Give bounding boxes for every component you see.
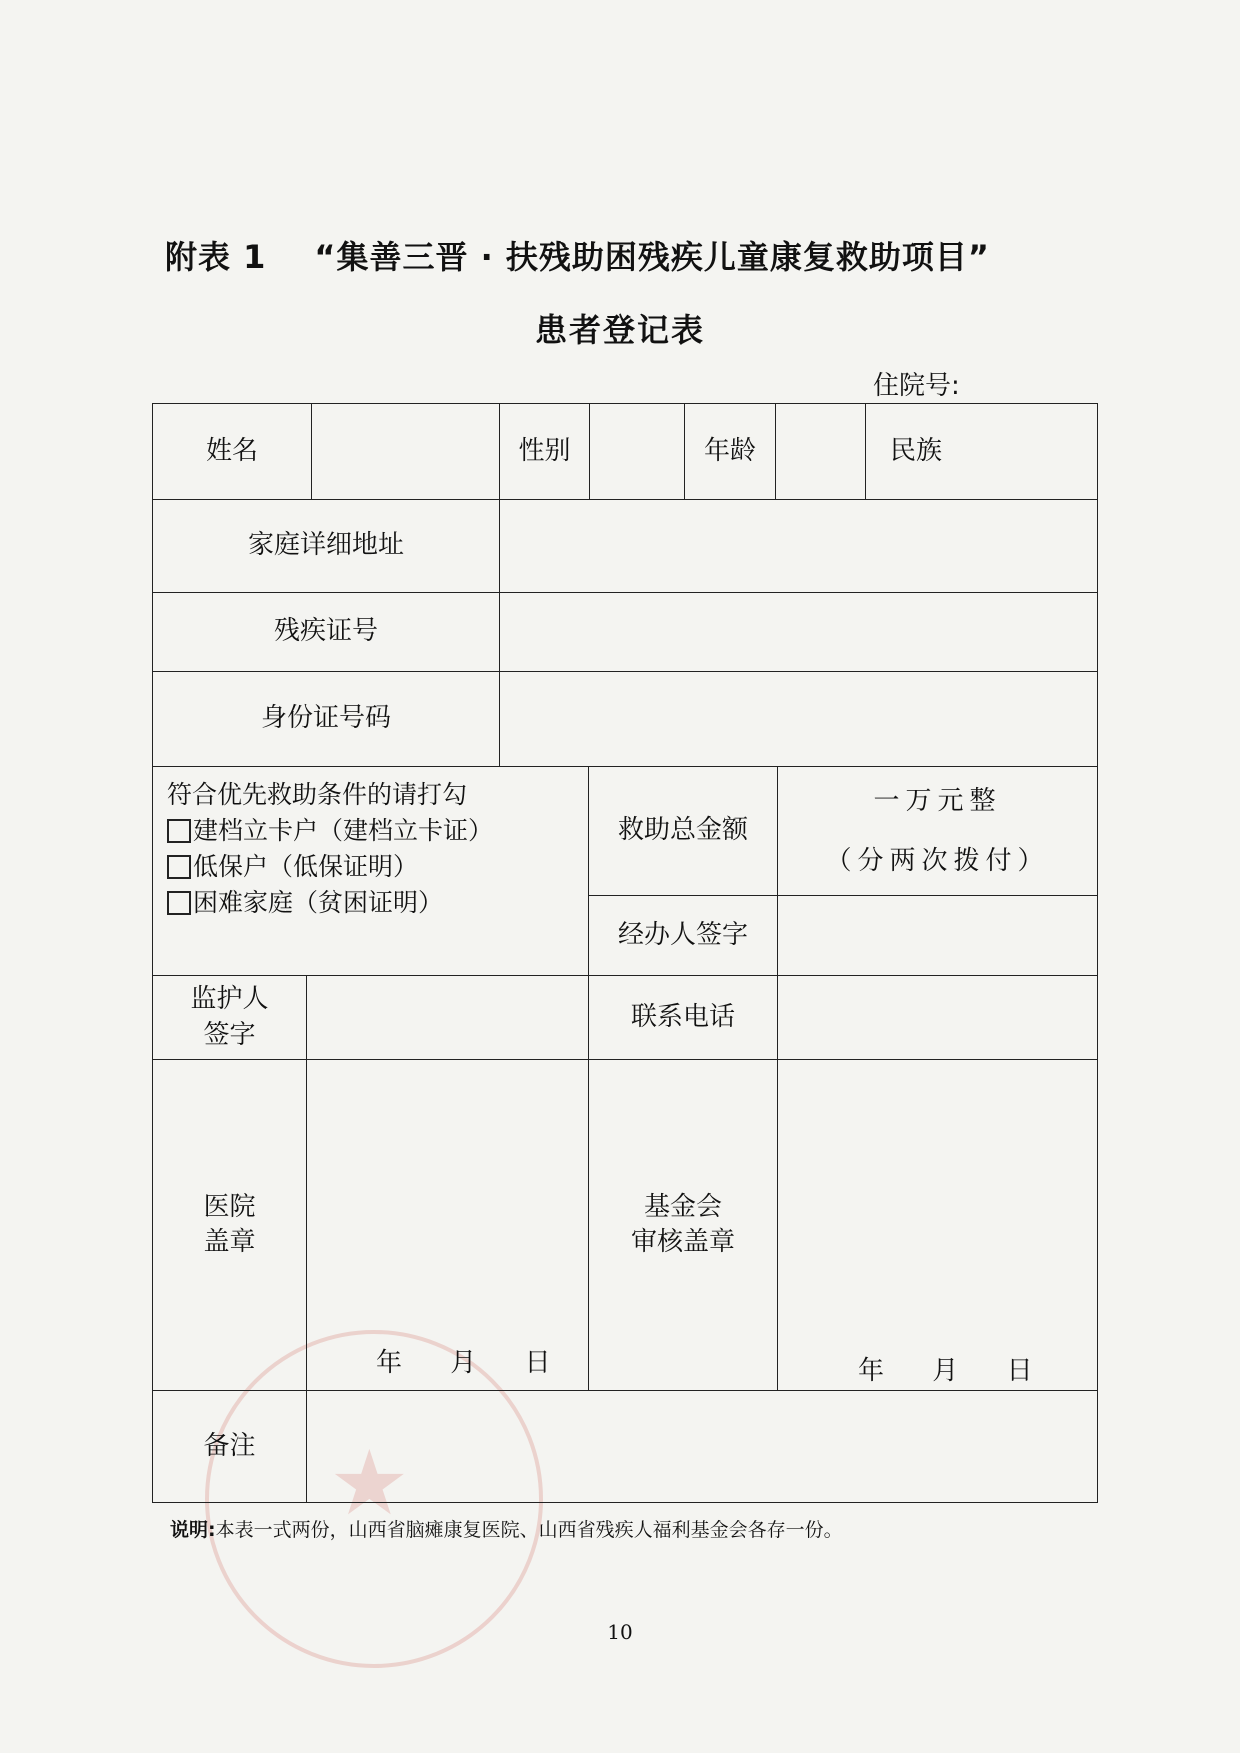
- remarks-input-cell[interactable]: [306, 1390, 1098, 1503]
- gender-label: 性别: [518, 435, 571, 466]
- date-year: 年: [858, 1356, 885, 1386]
- id-number-input-cell[interactable]: [499, 671, 1098, 767]
- priority-conditions-cell: [152, 766, 589, 976]
- priority-heading: 符合优先救助条件的请打勾: [167, 780, 468, 809]
- priority-option-filing-card[interactable]: [167, 813, 493, 849]
- total-amount-value-cell: [777, 766, 1098, 896]
- date-year: 年: [376, 1348, 403, 1378]
- handler-sign-label-cell: [588, 895, 778, 976]
- id-number-label: 身份证号码: [260, 703, 391, 734]
- date-day: 日: [1006, 1356, 1033, 1386]
- option-label: 建档立卡户（建档立卡证）: [193, 816, 494, 845]
- handler-sign-input-cell[interactable]: [777, 895, 1098, 976]
- admission-number-label: 住院号:: [873, 371, 960, 401]
- foundation-seal-area[interactable]: [777, 1059, 1098, 1391]
- option-label: 低保户（低保证明）: [193, 852, 419, 881]
- name-label-cell: [152, 403, 312, 500]
- phone-label: 联系电话: [630, 1001, 735, 1032]
- age-label-cell: [684, 403, 776, 500]
- id-number-label-cell: [152, 671, 500, 767]
- seal-star-icon: ★: [329, 1431, 410, 1536]
- guardian-sign-input-cell[interactable]: [306, 975, 589, 1060]
- total-amount-value: 一万元整: [873, 786, 1002, 816]
- address-label-cell: [152, 499, 500, 593]
- disability-id-input-cell[interactable]: [499, 592, 1098, 672]
- option-label: 困难家庭（贫困证明）: [193, 888, 444, 917]
- hospital-seal-date: [376, 1342, 551, 1379]
- guardian-label-line1: 监护人: [190, 984, 269, 1015]
- project-title: “集善三晋 · 扶残助困残疾儿童康复救助项目”: [314, 238, 990, 276]
- age-label: 年龄: [703, 435, 756, 466]
- age-input-cell[interactable]: [775, 403, 866, 500]
- form-subtitle: 患者登记表: [534, 311, 705, 349]
- remarks-label-cell: [152, 1390, 307, 1503]
- priority-option-low-income[interactable]: [167, 849, 493, 885]
- footnote-text: 本表一式两份，山西省脑瘫康复医院、山西省残疾人福利基金会各存一份。: [215, 1519, 843, 1541]
- hospital-seal-line2: 盖章: [203, 1227, 256, 1257]
- foundation-seal-date: [858, 1350, 1033, 1387]
- guardian-label-line2: 签字: [203, 1019, 256, 1050]
- foundation-seal-line2: 审核盖章: [630, 1227, 735, 1257]
- address-label: 家庭详细地址: [247, 530, 404, 561]
- document-title: [165, 232, 990, 278]
- date-month: 月: [932, 1356, 959, 1386]
- name-input-cell[interactable]: [311, 403, 500, 500]
- total-amount-label-cell: [588, 766, 778, 896]
- name-label: 姓名: [205, 435, 258, 466]
- gender-input-cell[interactable]: [589, 403, 685, 500]
- disability-id-label-cell: [152, 592, 500, 672]
- footnote-lead: 说明:: [170, 1519, 216, 1541]
- foundation-seal-line1: 基金会: [643, 1191, 722, 1222]
- phone-label-cell: [588, 975, 778, 1060]
- hospital-seal-label-cell: [152, 1059, 307, 1391]
- ethnicity-label: 民族: [890, 435, 943, 466]
- remarks-label: 备注: [203, 1430, 256, 1461]
- foundation-seal-label-cell: [588, 1059, 778, 1391]
- address-input-cell[interactable]: [499, 499, 1098, 593]
- hospital-seal-line1: 医院: [203, 1191, 256, 1222]
- phone-input-cell[interactable]: [777, 975, 1098, 1060]
- total-amount-note: （分两次拨付）: [825, 846, 1050, 876]
- total-amount-label: 救助总金额: [617, 815, 748, 846]
- footnote: [170, 1515, 843, 1542]
- page-number: 10: [607, 1620, 633, 1644]
- handler-sign-label: 经办人签字: [617, 919, 748, 950]
- ethnicity-cell[interactable]: [865, 403, 1098, 500]
- gender-label-cell: [499, 403, 590, 500]
- date-day: 日: [524, 1348, 551, 1378]
- checkbox-low-income[interactable]: [167, 855, 191, 879]
- date-month: 月: [450, 1348, 477, 1378]
- checkbox-poor-family[interactable]: [167, 891, 191, 915]
- priority-option-poor-family[interactable]: [167, 885, 493, 921]
- appendix-label: 附表 1: [165, 238, 267, 276]
- guardian-sign-label-cell: [152, 975, 307, 1060]
- checkbox-filing-card[interactable]: [167, 819, 191, 843]
- disability-id-label: 残疾证号: [273, 616, 378, 647]
